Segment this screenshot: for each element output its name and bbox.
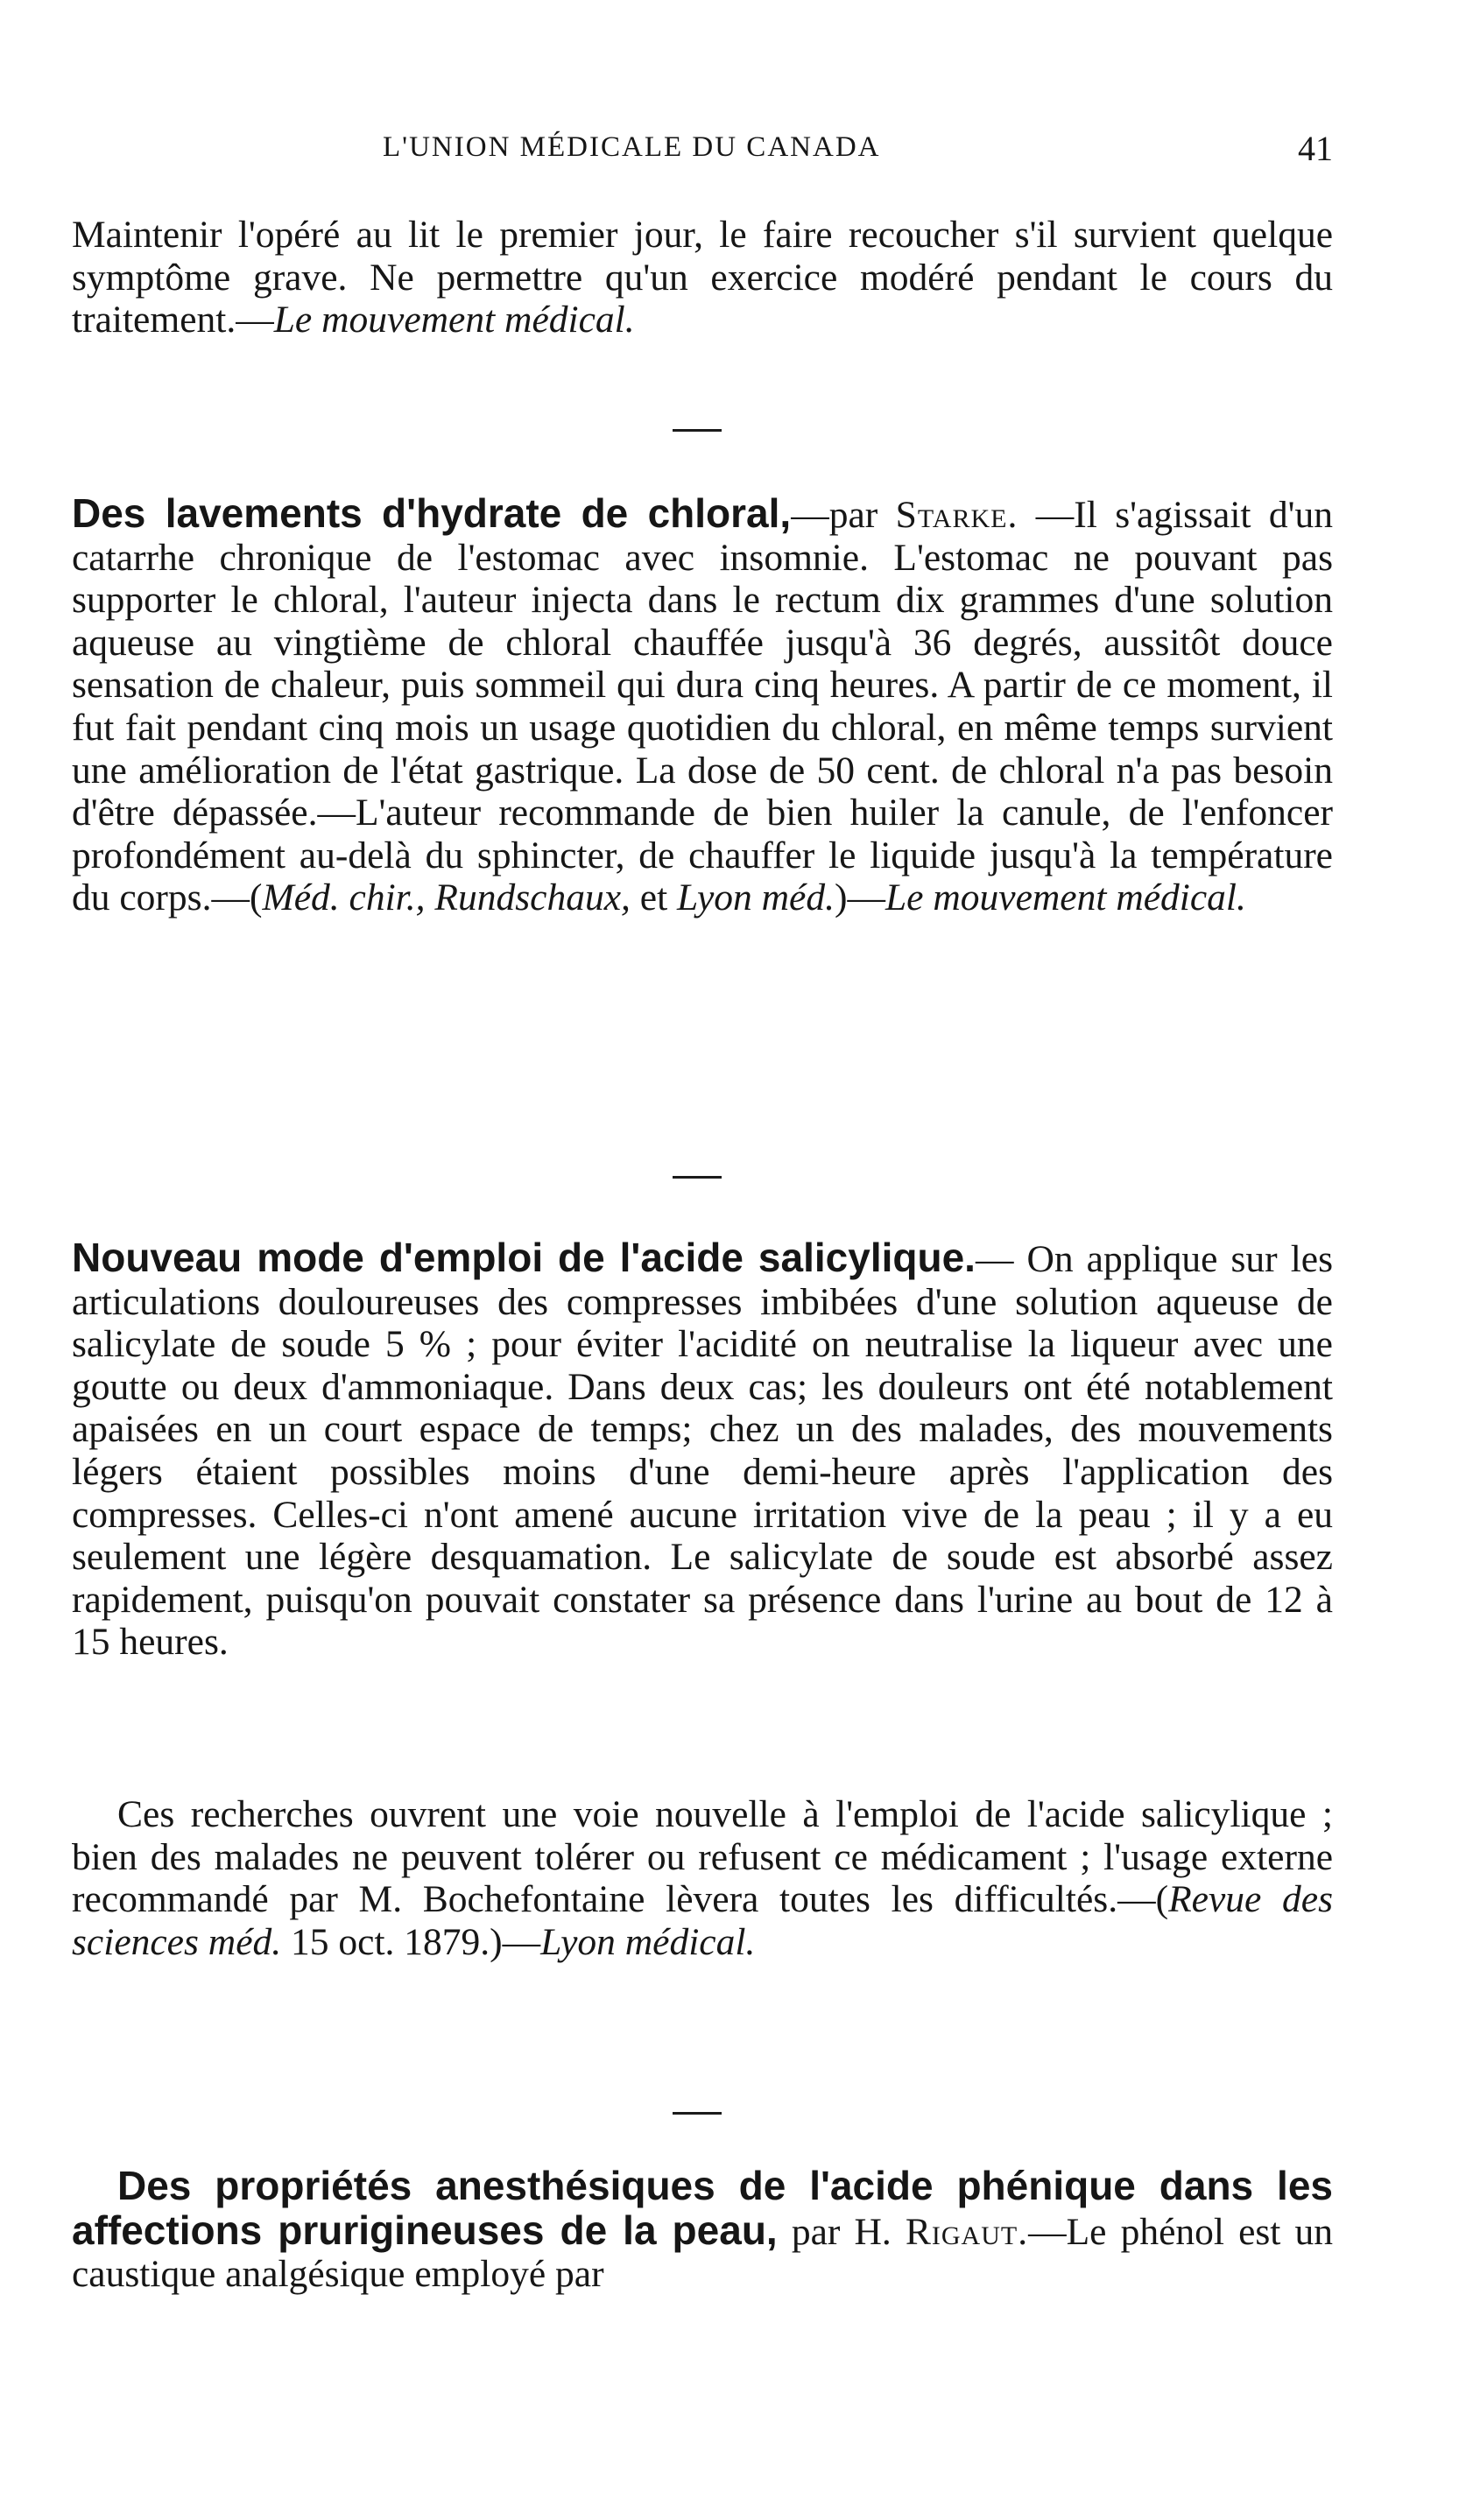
running-head: [72, 131, 1333, 175]
article-chloral-author: Starke.: [895, 494, 1018, 536]
journal-title: L'UNION MÉDICALE DU CANADA: [383, 131, 881, 163]
article-salicylic-date: 15 oct. 1879.)—: [281, 1920, 541, 1963]
article-phenol: [72, 2165, 1333, 2296]
article-phenol-heading: Des propriétés anesthésiques de l'acide phénique dans les affections prurigineuses de la peau,: [72, 2163, 1333, 2253]
section-divider: [673, 429, 722, 432]
article-salicylic-source-2: Lyon médical.: [540, 1920, 756, 1963]
article-phenol-text: —Le phénol est un caustique analgésique employé par: [72, 2210, 1333, 2296]
continuation-source: Le mouvement médical.: [273, 299, 635, 341]
section-divider: [673, 2112, 722, 2115]
continuation-paragraph: [72, 214, 1333, 341]
article-chloral-close: )—: [834, 876, 885, 919]
section-divider: [673, 1176, 722, 1179]
continuation-text: Maintenir l'opéré au lit le premier jour, le faire recoucher s'il survient quelque symptôme grave. Ne permettre qu'un exercice modéré pendant le cours du traitement.—: [72, 214, 1333, 341]
article-chloral-source-3: Le mouvement médical.: [885, 876, 1246, 919]
article-salicylic-dash: —: [975, 1238, 1014, 1280]
article-chloral: [72, 492, 1333, 919]
article-chloral-text: —Il s'agissait d'un catarrhe chronique de l'estomac avec insomnie. L'estomac ne pouvant pas supporter le chloral, l'auteur injecta dans le rectum dix grammes d'une solution aqueuse au vingtième de chloral chauffée jusqu'à 36 degrés, aussitôt douce sensation de chaleur, puis sommeil qui dura cinq heures. A partir de ce moment, il fut fait pendant cinq mois un usage quotidien du chloral, en même temps survient une amélioration de l'état gastrique. La dose de 50 cent. de chloral n'a pas besoin d'être dépassée.—L'auteur recommande de bien huiler la canule, de l'enfoncer profondément au-delà du sphincter, de chauffer le liquide jusqu'à la température du corps.—(: [72, 494, 1333, 919]
article-salicylic: [72, 1236, 1333, 1664]
article-salicylic-heading: Nouveau mode d'emploi de l'acide salicylique.: [72, 1235, 976, 1280]
article-salicylic-source-1: Revue des sciences méd.: [72, 1878, 1333, 1963]
article-chloral-source-2: Lyon méd.: [677, 876, 835, 919]
article-chloral-by: —par: [791, 494, 878, 536]
article-phenol-by: par H.: [777, 2210, 906, 2253]
article-chloral-source-1: Méd. chir., Rundschaux,: [262, 876, 631, 919]
article-chloral-heading: Des lavements d'hydrate de chloral,: [72, 490, 792, 536]
article-phenol-author: Rigaut.: [905, 2210, 1029, 2253]
page-number: 41: [1298, 129, 1333, 168]
article-salicylic-text-2: Ces recherches ouvrent une voie nouvelle à l'emploi de l'acide salicylique ; bien des malades ne peuvent tolérer ou refusent ce médicament ; l'usage externe recommandé par M. Bochefontaine lèvera toutes les difficultés.—(: [72, 1793, 1333, 1921]
article-salicylic-paragraph-2: [72, 1793, 1333, 1963]
article-salicylic-text: On applique sur les articulations douloureuses des compresses imbibées d'une solution aqueuse de salicylate de soude 5 % ; pour éviter l'acidité on neutralise la liqueur avec une goutte ou deux d'ammoniaque. Dans deux cas; les douleurs ont été notablement apaisées en un court espace de temps; chez un des malades, des mouvements légers étaient possibles moins d'une demi-heure après l'application des compresses. Celles-ci n'ont amené aucune irritation vive de la peau ; il y a eu seulement une légère desquamation. Le salicylate de soude est absorbé assez rapidement, puisqu'on pouvait constater sa présence dans l'urine au bout de 12 à 15 heures.: [72, 1238, 1334, 1664]
article-chloral-and: et: [630, 876, 678, 919]
